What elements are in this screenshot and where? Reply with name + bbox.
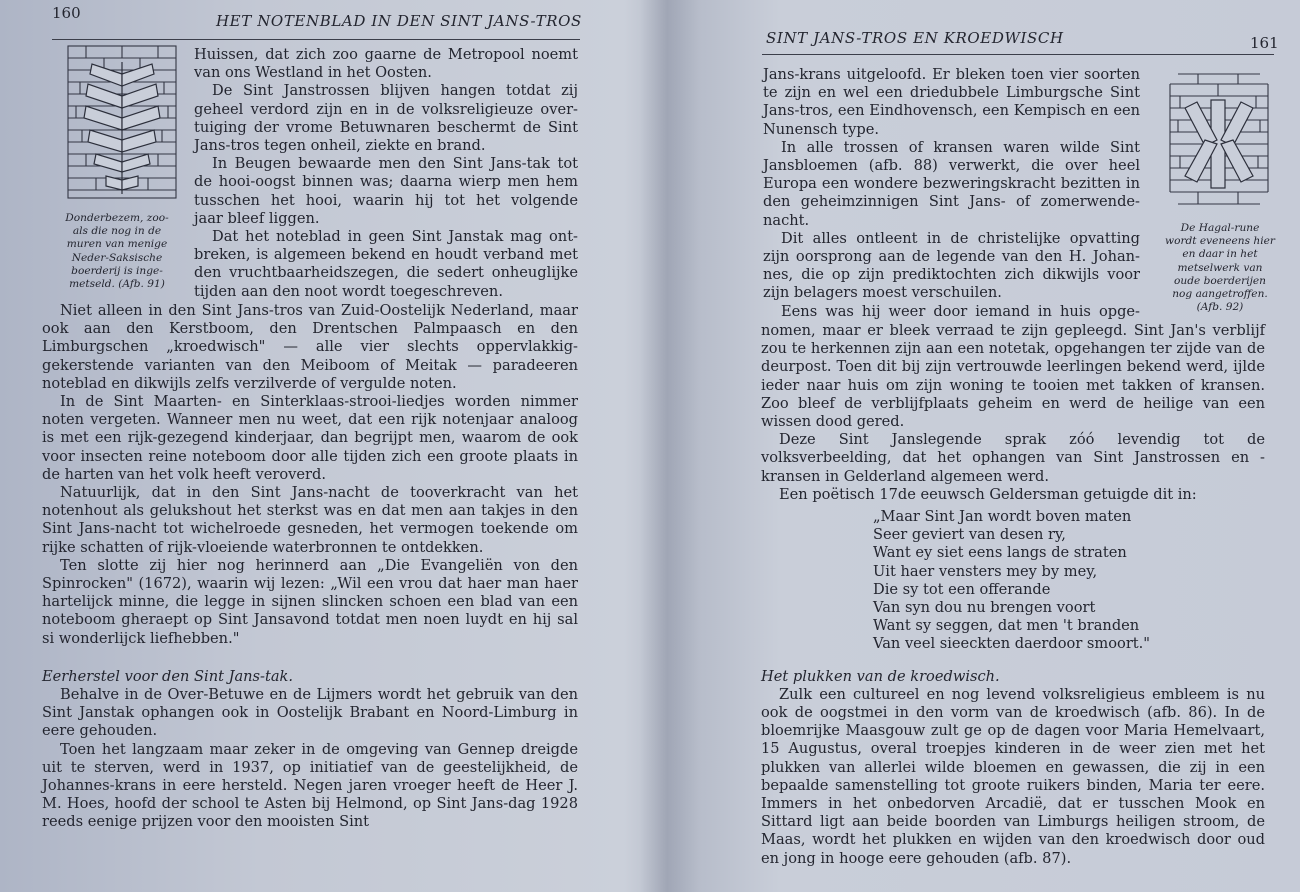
poem-line: Want sy seggen, dat men 't branden bbox=[873, 617, 1140, 635]
section-heading: Eerherstel voor den Sint Jans-tak. bbox=[42, 667, 294, 685]
header-rule bbox=[52, 39, 580, 40]
wrap-text-column bbox=[194, 46, 578, 301]
header-rule bbox=[762, 54, 1274, 55]
paragraph: Ten slotte zij hier nog herinnerd aan „Die Evangeliën von den Spinrocken" (1672), waarin wij lezen: „Wil een vrou dat haer man haer hartelijck minne, die legge in sijnen slincken schoen een blad van een noteboom gheraept op Sint Jansavond totdat men noen luydt en hij sal si wonderlijck liefhebben." bbox=[42, 556, 578, 647]
text-line: tusschen het hooi, waarin hij tot het volgende bbox=[194, 191, 578, 209]
paragraph: Zulk een cultureel en nog levend volksreligieus embleem is nu ook de oogstmei in den vorm van de kroedwisch (afb. 86). In de bloemrijke Maasgouw zult ge op de dagen voor Maria Hemelvaart, 15 Augustus, overal troepjes kinderen in de weer zien met het plukken van allerlei wilde bloemen en gewassen, die zij in een bepaalde samenstelling tot groote ruikers binden, Maria ter eere. Immers in het onbedorven Arcadië, dat er tusschen Mook en Sittard ligt aan beide boorden van Limburgs heiligen stroom, de Maas, wordt het plukken en wijden van den kroedwisch door oud en jong in hooge eere gehouden (afb. 87). bbox=[761, 685, 1265, 867]
text-line: Dat het noteblad in geen Sint Janstak mag ont- bbox=[212, 228, 578, 246]
right-body-text bbox=[761, 322, 1265, 868]
paragraph: In de Sint Maarten- en Sinterklaas-strooi-liedjes worden nimmer noten vergeten. Wanneer men nu weet, dat een rijk notenjaar analoog is met een rijk-gezegend kinderjaar, dan begrijpt men, waarom de ook voor insecten reine noteboom door alle tijden zich een groote plaats in de harten van het volk heeft veroverd. bbox=[42, 393, 578, 483]
paragraph: Toen het langzaam maar zeker in de omgeving van Gennep dreigde uit te sterven, werd in 1937, op initiatief van de geestelijkheid, de Johannes-krans in eere hersteld. Negen jaren vroeger heeft de Heer J. M. Hoes, hoofd der school te Asten bij Helmond, op Sint Jans-dag 1928 reeds eenige prijzen voor den mooisten Sint bbox=[42, 740, 578, 831]
donderbezem-brick-figure bbox=[66, 44, 178, 200]
paragraph: Behalve in de Over-Betuwe en de Lijmers wordt het gebruik van den Sint Janstak ophangen ook in Oostelijk Brabant en Noord-Limburg in eere gehouden. bbox=[42, 686, 578, 740]
poem-line: Want ey siet eens langs de straten bbox=[873, 544, 1127, 562]
caption-line: boerderij is inge- bbox=[71, 264, 163, 277]
paragraph: Een poëtisch 17de eeuwsch Geldersman getuigde dit in: bbox=[779, 485, 1197, 503]
text-line: jaar bleef liggen. bbox=[194, 209, 320, 227]
text-line: De Sint Janstrossen blijven hangen totdat zij bbox=[212, 82, 578, 100]
text-line: zijn oorsprong aan de legende van den H. Johan- bbox=[763, 248, 1140, 266]
text-line: te zijn en wel een driedubbele Limburgsche Sint bbox=[763, 84, 1140, 102]
text-line: nes, die op zijn prediktochten zich dikwijls voor bbox=[763, 266, 1140, 284]
caption-line: metselwerk van bbox=[1177, 261, 1263, 274]
text-line: Nunensch type. bbox=[763, 120, 880, 138]
figure-caption-92 bbox=[1150, 222, 1290, 314]
text-line: Jans-tros, een Eindhovensch, een Kempisch en een bbox=[763, 102, 1140, 120]
poem-line: Van syn dou nu brengen voort bbox=[873, 599, 1096, 617]
poem-line: „Maar Sint Jan wordt boven maten bbox=[873, 508, 1132, 526]
page-number: 160 bbox=[52, 4, 81, 22]
text-line: Jans-krans uitgeloofd. Er bleken toen vier soorten bbox=[763, 66, 1140, 83]
poem-line: Seer geviert van desen ry, bbox=[873, 526, 1066, 544]
paragraph: Niet alleen in den Sint Jans-tros van Zuid-Oostelijk Nederland, maar ook aan den Kerstboom, den Drentschen Palmpaasch en den Limburgschen „kroedwisch" — alle vier slechts oppervlakkig-gekerstende varianten van den Meiboom of Meitak — paradeeren noteblad en dikwijls zelfs verzilverde of vergulde noten. bbox=[42, 302, 578, 392]
running-head: HET NOTENBLAD IN DEN SINT JANS-TROS bbox=[216, 12, 582, 30]
text-line: de hooi-oogst binnen was; daarna wierp men hem bbox=[194, 173, 578, 191]
caption-line: (Afb. 92) bbox=[1196, 301, 1244, 314]
caption-line: oude boerderijen bbox=[1174, 274, 1266, 287]
left-body-text bbox=[42, 302, 578, 832]
text-line: breken, is algemeen bekend en houdt verband met bbox=[194, 246, 578, 264]
caption-line: muren van menige bbox=[66, 238, 168, 251]
text-line: Jansbloemen (afb. 88) verwerkt, die over heel bbox=[763, 157, 1140, 175]
text-line: In Beugen bewaarde men den Sint Jans-tak tot bbox=[212, 155, 578, 173]
text-line: geheel verdord zijn en in de volksreligieuze over- bbox=[194, 100, 578, 118]
text-line: den vruchtbaarheidszegen, die sedert onheuglijke bbox=[194, 264, 578, 282]
paragraph: Natuurlijk, dat in den Sint Jans-nacht de tooverkracht van het notenhout als gelukshout het sterkst was en dat men aan takjes in den Sint Jans-nacht tot wichelroede gesneden, het vermogen toekende om rijke schatten of rijk-vloeiende waterbronnen te ontdekken. bbox=[42, 484, 578, 556]
figure-caption-91 bbox=[54, 212, 180, 291]
text-line: In alle trossen of kransen waren wilde Sint bbox=[781, 138, 1140, 156]
text-line: tuiging der vrome Betuwnaren beschermt de Sint bbox=[194, 118, 578, 136]
caption-line: wordt eveneens hier bbox=[1165, 235, 1275, 248]
text-line: nacht. bbox=[763, 211, 810, 229]
text-line: zijn belagers moest verschuilen. bbox=[763, 284, 1002, 302]
text-line: den geheimzinnigen Sint Jans- of zomerwende- bbox=[763, 193, 1140, 211]
text-line: Jans-tros tegen onheil, ziekte en brand. bbox=[194, 137, 486, 155]
text-line: tijden aan den noot wordt toegeschreven. bbox=[194, 282, 503, 300]
text-line: van ons Westland in het Oosten. bbox=[194, 64, 432, 82]
caption-line: metseld. (Afb. 91) bbox=[69, 278, 165, 291]
right-page bbox=[650, 0, 1300, 892]
caption-line: als die nog in de bbox=[72, 225, 162, 238]
caption-line: De Hagal-rune bbox=[1180, 222, 1260, 234]
poem bbox=[873, 508, 1265, 654]
paragraph: Deze Sint Janslegende sprak zóó levendig tot de volksverbeelding, dat het ophangen van Sint Janstrossen en -kransen in Gelderland algemeen werd. bbox=[761, 431, 1265, 485]
section-heading: Het plukken van de kroedwisch. bbox=[761, 667, 1000, 685]
caption-line: Neder-Saksische bbox=[71, 251, 163, 264]
wrap-text-column bbox=[763, 66, 1140, 321]
text-line: Huissen, dat zich zoo gaarne de Metropool noemt bbox=[194, 46, 578, 63]
page-number: 161 bbox=[1250, 34, 1279, 52]
caption-line: en daar in het bbox=[1182, 248, 1258, 261]
paragraph: nomen, maar er bleek verraad te zijn gepleegd. Sint Jan's verblijf zou te herkennen zijn aan een notetak, opgehangen ter zijde van de deurpost. Toen dit bij zijn vertrouwde leerlingen bekend werd, ijlde ieder naar huis om zijn woning te tooien met takken of kransen. Zoo bleef de verblijfplaats geheim en werd de heilige van een wissen dood gered. bbox=[761, 322, 1265, 431]
poem-line: Van veel sieeckten daerdoor smoort." bbox=[873, 635, 1151, 653]
poem-line: Uit haer vensters mey by mey, bbox=[873, 562, 1098, 580]
hagal-rune-brick-figure bbox=[1168, 72, 1270, 206]
running-head: SINT JANS-TROS EN KROEDWISCH bbox=[766, 29, 1064, 47]
caption-line: nog aangetroffen. bbox=[1172, 288, 1268, 301]
text-line: Eens was hij weer door iemand in huis opge- bbox=[781, 302, 1140, 320]
poem-line: Die sy tot een offerande bbox=[873, 580, 1051, 598]
text-line: Europa een wondere bezweringskracht bezitten in bbox=[763, 175, 1140, 193]
text-line: Dit alles ontleent in de christelijke opvatting bbox=[781, 229, 1140, 247]
caption-line: Donderbezem, zoo- bbox=[65, 212, 169, 224]
